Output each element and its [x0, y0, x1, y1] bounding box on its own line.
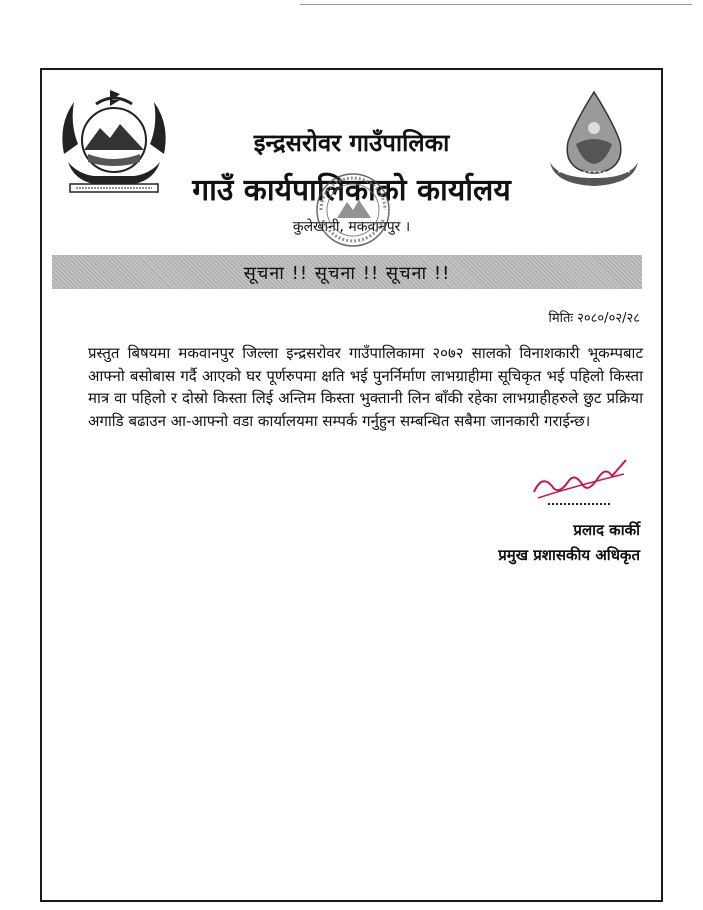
- notice-date: मितिः २०८०/०२/२८: [548, 311, 640, 326]
- office-seal-stamp: [313, 170, 393, 250]
- office-name: इन्द्रसरोवर गाउँपालिका: [253, 129, 450, 157]
- signatory-name: प्रलाद कार्की: [573, 521, 640, 539]
- top-rule: [300, 4, 692, 5]
- signatory-title: प्रमुख प्रशासकीय अधिकृत: [498, 546, 640, 564]
- handwritten-signature: [528, 452, 632, 506]
- office-title: गाउँ कार्यपालिकाको कार्यालय: [192, 173, 511, 208]
- office-address: कुलेखानी, मकवानपुर ।: [292, 219, 411, 235]
- notice-body: प्रस्तुत बिषयमा मकवानपुर जिल्ला इन्द्रसरोवर गाउँपालिकामा २०७२ सालको विनाशकारी भूकम्पबाट आफ्नो बसोबास गर्दै आएको घर पूर्णरुपमा क्षति भई पुनर्निर्माण लाभग्राहीमा सूचिकृत भई पहिलो किस्ता मात्र वा पहिलो र दोस्रो किस्ता लिई अन्तिम किस्ता भुक्तानी लिन बाँकी रहेका लाभग्राहीहरुले छुट प्रक्रिया अगाडि बढाउन आ-आफ्नो वडा कार्यालयमा सम्पर्क गर्नुहुन सम्बन्धित सबैमा जानकारी गराईन्छ।: [88, 344, 643, 430]
- notice-banner: सूचना !! सूचना !! सूचना !!: [52, 255, 642, 289]
